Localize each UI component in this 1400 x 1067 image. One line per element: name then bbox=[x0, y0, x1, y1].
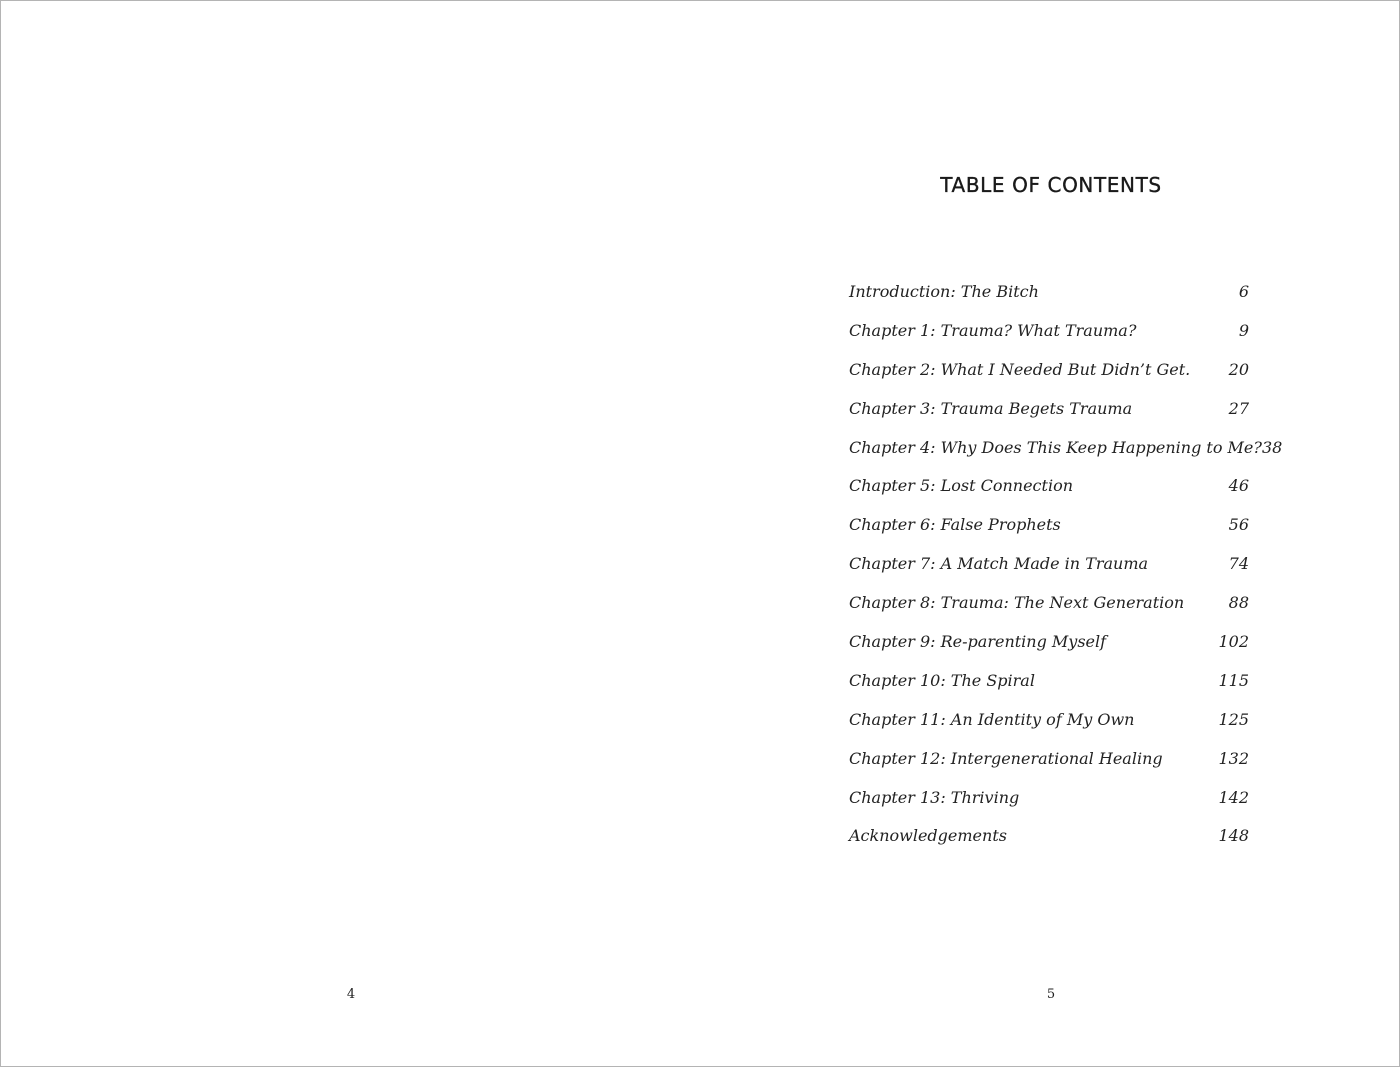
toc-entry-title: Acknowledgements bbox=[849, 826, 1007, 846]
toc-entry-title: Chapter 7: A Match Made in Trauma bbox=[849, 554, 1149, 574]
toc-entry bbox=[849, 623, 1249, 662]
toc-entry-title: Chapter 5: Lost Connection bbox=[849, 476, 1073, 496]
toc-entry-title: Chapter 3: Trauma Begets Trauma bbox=[849, 398, 1133, 418]
right-page bbox=[701, 1, 1400, 1066]
toc-entry-title: Chapter 10: The Spiral bbox=[849, 670, 1035, 690]
toc-entry-page: 115 bbox=[1218, 670, 1249, 690]
toc-entry-page: 9 bbox=[1238, 320, 1249, 340]
toc-entry bbox=[849, 351, 1249, 390]
right-page-number: 5 bbox=[1046, 987, 1056, 1002]
toc-entry bbox=[849, 662, 1249, 701]
toc-entry-title: Chapter 6: False Prophets bbox=[849, 515, 1061, 535]
toc-entry-page: 148 bbox=[1218, 826, 1249, 846]
toc-entry bbox=[849, 545, 1249, 584]
toc-entry-page: 6 bbox=[1238, 282, 1249, 301]
toc-entry-title: Introduction: The Bitch bbox=[849, 282, 1039, 301]
toc-entry-title: Chapter 13: Thriving bbox=[849, 787, 1020, 807]
toc-entry-title: Chapter 11: An Identity of My Own bbox=[849, 709, 1135, 729]
toc-entry-page: 88 bbox=[1228, 593, 1249, 613]
toc-entry-page: 74 bbox=[1228, 554, 1249, 574]
toc-entry-title: Chapter 1: Trauma? What Trauma? bbox=[849, 320, 1137, 340]
toc-entry-title: Chapter 4: Why Does This Keep Happening to Me? bbox=[849, 437, 1262, 457]
toc-entry-page: 56 bbox=[1228, 515, 1249, 535]
toc-entry bbox=[849, 506, 1249, 545]
toc-entry-page: 38 bbox=[1261, 437, 1283, 457]
toc-entry bbox=[849, 429, 1283, 468]
toc-entry-page: 46 bbox=[1228, 476, 1249, 496]
toc-entry bbox=[849, 390, 1249, 429]
toc-heading: TABLE OF CONTENTS bbox=[940, 173, 1162, 197]
toc-entry bbox=[849, 312, 1249, 351]
toc-entry-page: 125 bbox=[1218, 709, 1249, 729]
toc-entry bbox=[849, 817, 1249, 856]
left-page bbox=[1, 1, 701, 1066]
toc-entry-title: Chapter 12: Intergenerational Healing bbox=[849, 748, 1163, 768]
toc-entry-page: 102 bbox=[1218, 632, 1249, 652]
toc-entry bbox=[849, 779, 1249, 818]
left-page-number: 4 bbox=[346, 987, 356, 1002]
toc-entry bbox=[849, 584, 1249, 623]
toc-entry bbox=[849, 740, 1249, 779]
toc-entry-page: 27 bbox=[1228, 398, 1249, 418]
toc-entry-title: Chapter 2: What I Needed But Didn’t Get. bbox=[849, 359, 1191, 379]
toc-entry-title: Chapter 9: Re-parenting Myself bbox=[849, 632, 1107, 652]
toc-list bbox=[849, 273, 1283, 856]
toc-entry bbox=[849, 701, 1249, 740]
toc-entry-page: 20 bbox=[1228, 359, 1249, 379]
toc-entry bbox=[849, 467, 1249, 506]
toc-entry bbox=[849, 273, 1249, 312]
toc-entry-page: 132 bbox=[1218, 748, 1249, 768]
toc-entry-page: 142 bbox=[1218, 787, 1249, 807]
toc-entry-title: Chapter 8: Trauma: The Next Generation bbox=[849, 593, 1185, 613]
